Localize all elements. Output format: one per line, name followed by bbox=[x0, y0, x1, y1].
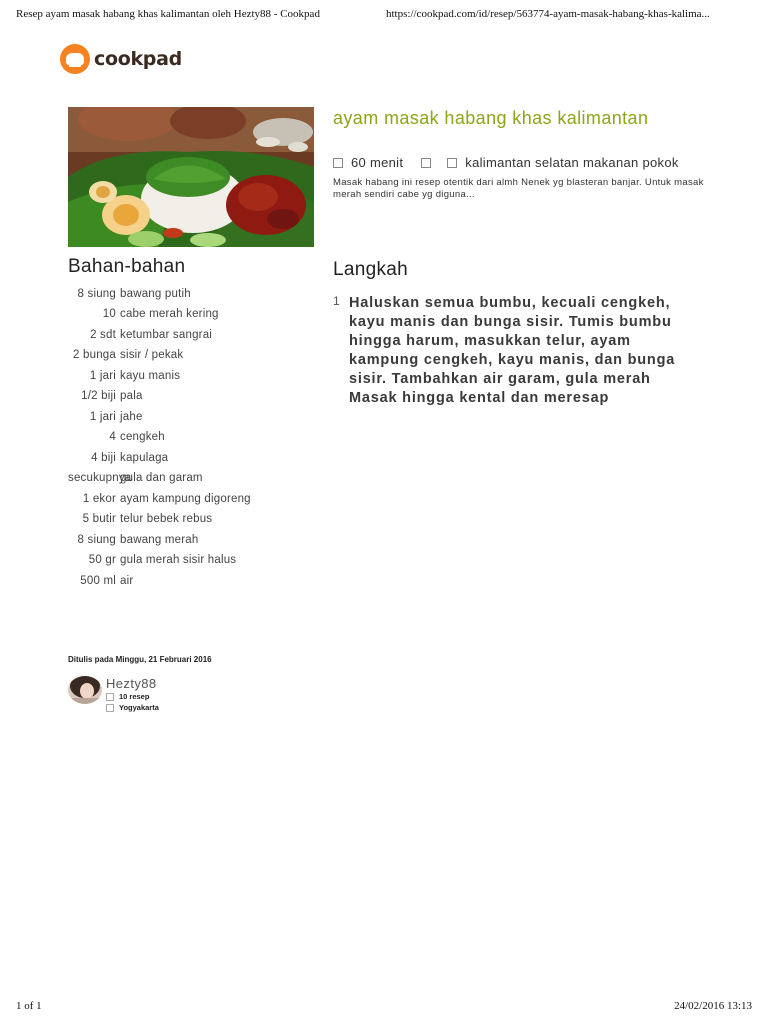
ingredient-item bbox=[68, 346, 318, 367]
recipe-category: kalimantan selatan makanan pokok bbox=[465, 155, 679, 170]
ingredient-name: jahe bbox=[120, 410, 143, 423]
print-timestamp: 24/02/2016 13:13 bbox=[674, 1000, 752, 1012]
avatar-image bbox=[68, 676, 102, 704]
author-card[interactable] bbox=[68, 676, 159, 713]
ingredient-qty: 10 bbox=[102, 308, 116, 320]
logo-text: cookpad bbox=[94, 48, 182, 70]
print-footer bbox=[16, 1000, 752, 1014]
ingredient-name: kapulaga bbox=[120, 451, 169, 464]
clock-icon bbox=[333, 158, 343, 168]
avatar[interactable] bbox=[68, 676, 102, 704]
ingredient-name: bawang merah bbox=[120, 533, 199, 546]
recipe-count: 10 resep bbox=[119, 692, 150, 701]
tag-icon bbox=[447, 158, 457, 168]
print-page-url: https://cookpad.com/id/resep/563774-ayam-masak-habang-khas-kalima... bbox=[386, 8, 710, 20]
recipe-description: Masak habang ini resep otentik dari almh Nenek yg blasteran banjar. Untuk masak merah sendiri cabe yg diguna... bbox=[333, 177, 704, 200]
ingredient-name: air bbox=[120, 574, 134, 587]
book-icon bbox=[106, 693, 114, 701]
recipe-title: ayam masak habang khas kalimantan bbox=[333, 108, 649, 128]
author-name[interactable]: Hezty88 bbox=[106, 676, 157, 691]
ingredient-name: cabe merah kering bbox=[120, 308, 219, 320]
chef-hat-icon bbox=[60, 44, 90, 74]
steps-heading: Langkah bbox=[333, 259, 409, 280]
ingredient-qty: 5 butir bbox=[82, 513, 116, 525]
location-text: Yogyakarta bbox=[119, 703, 159, 712]
ingredient-name: sisir / pekak bbox=[120, 349, 184, 361]
cook-time: 60 menit bbox=[351, 155, 404, 170]
ingredient-qty: 2 bunga bbox=[73, 349, 116, 361]
ingredient-qty: 8 siung bbox=[77, 533, 116, 546]
ingredient-item bbox=[68, 551, 318, 572]
ingredient-qty: 4 biji bbox=[91, 451, 116, 464]
ingredient-name: telur bebek rebus bbox=[120, 513, 213, 525]
ingredient-qty: 50 gr bbox=[88, 554, 116, 566]
step-item bbox=[333, 294, 693, 408]
author-location bbox=[106, 702, 159, 713]
ingredient-name: ketumbar sangrai bbox=[120, 328, 213, 341]
recipe-photo-image bbox=[68, 107, 314, 247]
ingredient-qty: 500 ml bbox=[80, 574, 116, 587]
location-pin-icon bbox=[106, 704, 114, 712]
ingredient-item bbox=[68, 428, 318, 449]
print-page-title: Resep ayam masak habang khas kalimantan oleh Hezty88 - Cookpad bbox=[16, 8, 320, 20]
ingredient-qty: secukupnya bbox=[68, 472, 132, 484]
ingredient-item bbox=[68, 407, 318, 428]
ingredient-qty: 1 ekor bbox=[82, 492, 116, 505]
ingredient-name: ayam kampung digoreng bbox=[120, 492, 251, 505]
ingredient-qty: 1 jari bbox=[89, 410, 116, 423]
people-icon bbox=[421, 158, 431, 168]
ingredient-name: cengkeh bbox=[120, 431, 165, 443]
ingredient-name: gula merah sisir halus bbox=[120, 554, 237, 566]
ingredient-item bbox=[68, 510, 318, 531]
ingredient-qty: 1 jari bbox=[89, 369, 116, 382]
ingredient-item bbox=[68, 325, 318, 346]
ingredient-item bbox=[68, 387, 318, 408]
ingredient-qty: 1/2 biji bbox=[81, 390, 116, 402]
ingredient-item bbox=[68, 284, 318, 305]
written-date: Ditulis pada Minggu, 21 Februari 2016 bbox=[68, 655, 212, 664]
step-number: 1 bbox=[333, 294, 340, 308]
page-count: 1 of 1 bbox=[16, 1000, 42, 1012]
print-header bbox=[16, 8, 752, 22]
ingredients-list bbox=[68, 284, 318, 592]
recipe-photo bbox=[68, 107, 314, 247]
ingredient-item bbox=[68, 469, 318, 490]
ingredient-item bbox=[68, 305, 318, 326]
ingredient-item bbox=[68, 530, 318, 551]
author-recipes bbox=[106, 691, 159, 702]
ingredient-qty: 4 bbox=[109, 431, 116, 443]
ingredient-name: bawang putih bbox=[120, 287, 191, 300]
ingredients-heading: Bahan-bahan bbox=[68, 256, 186, 277]
step-text: Haluskan semua bumbu, kecuali cengkeh, kayu manis dan bunga sisir. Tumis bumbu hingga harum, masukkan telur, ayam kampung cengkeh, kayu manis, dan bunga sisir. Tambahkan air garam, gula merah Masak hingga kental dan meresap bbox=[349, 295, 676, 406]
ingredient-qty: 8 siung bbox=[77, 287, 116, 300]
ingredient-name: gula dan garam bbox=[120, 472, 203, 484]
ingredient-name: kayu manis bbox=[120, 369, 181, 382]
author-info bbox=[106, 676, 159, 713]
ingredient-item bbox=[68, 366, 318, 387]
ingredient-name: pala bbox=[120, 390, 143, 402]
ingredient-item bbox=[68, 489, 318, 510]
ingredient-item bbox=[68, 448, 318, 469]
ingredient-qty: 2 sdt bbox=[90, 328, 116, 341]
ingredient-item bbox=[68, 571, 318, 592]
recipe-meta bbox=[333, 155, 679, 170]
cookpad-logo[interactable] bbox=[60, 44, 182, 74]
